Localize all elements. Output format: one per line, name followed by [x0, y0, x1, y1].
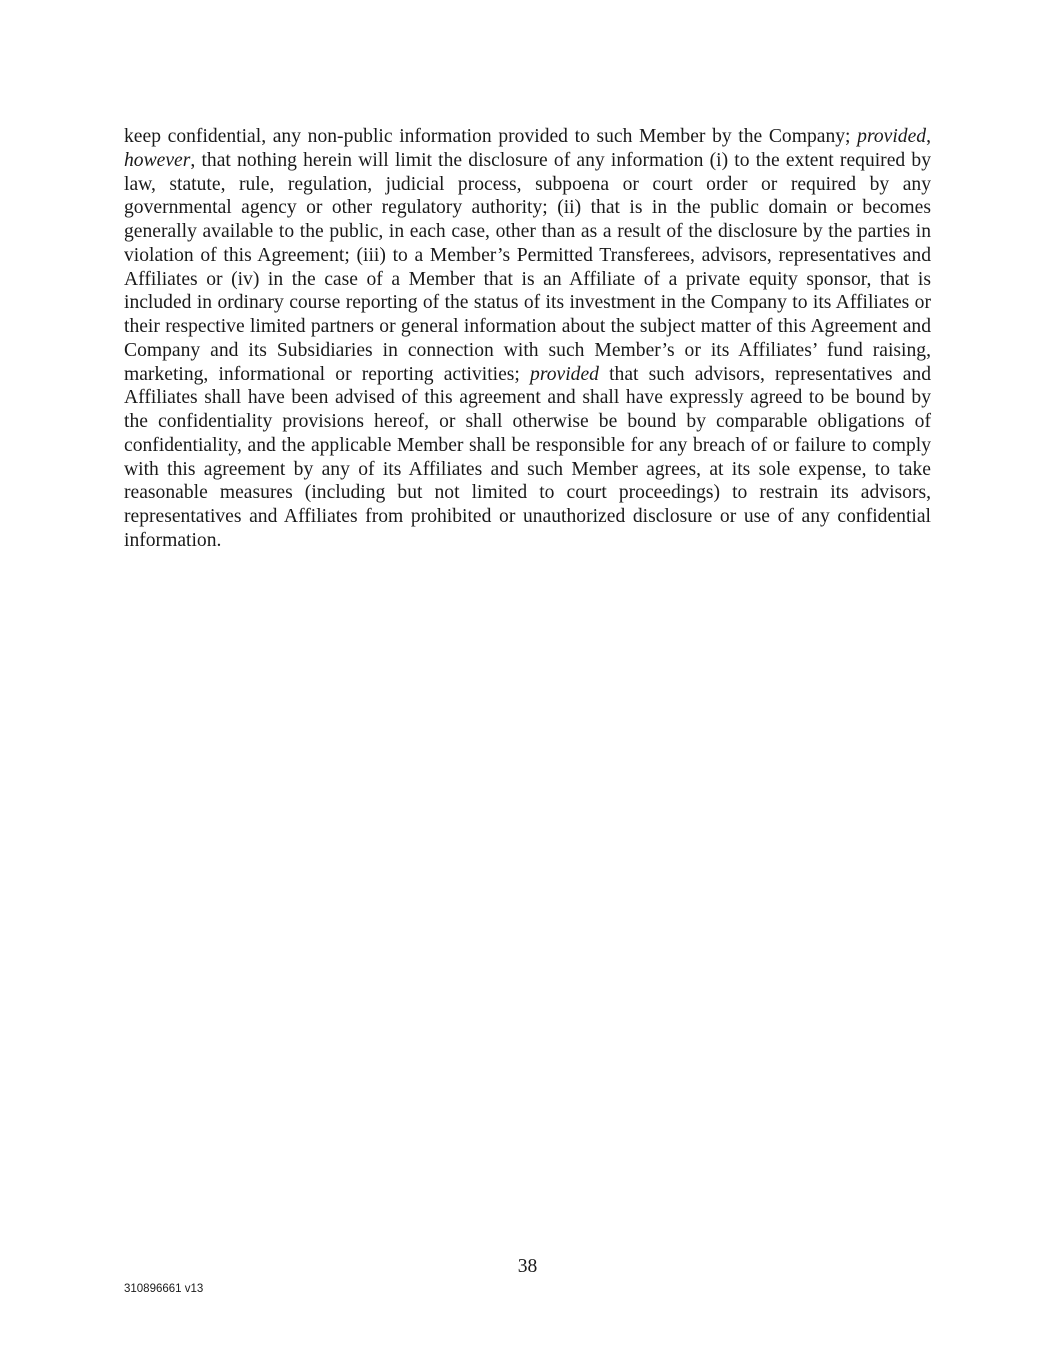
paragraph-text-1: keep confidential, any non-public information provided to such Member by the Company; — [124, 126, 858, 147]
body-paragraph — [124, 125, 931, 553]
document-id: 310896661 v13 — [124, 1283, 204, 1295]
paragraph-text-3: , that nothing herein will limit the disclosure of any information (i) to the extent required by law, statute, rule, regulation, judicial process, subpoena or court order or required by any governmental agency or other regulatory authority; (ii) that is in the public domain or becomes generally available to the public, in each case, other than as a result of the disclosure by the parties in violation of this Agreement; (iii) to a Member’s Permitted Transferees, advisors, representatives and Affiliates or (iv) in the case of a Member that is an Affiliate of a private equity sponsor, that is included in ordinary course reporting of the status of its investment in the Company to its Affiliates or their respective limited partners or general information about the subject matter of this Agreement and Company and its Subsidiaries in connection with such Member’s or its Affiliates’ fund raising, marketing, informational or reporting activities; — [124, 149, 931, 385]
page-number: 38 — [517, 1256, 538, 1277]
paragraph-text-4: that such advisors, representatives and Affiliates shall have been advised of this agreement and shall have expressly agreed to be bound by the confidentiality provisions hereof, or shall otherwise be bound by comparable obligations of confidentiality, and the applicable Member shall be responsible for any breach of or failure to comply with this agreement by any of its Affiliates and such Member agrees, at its sole expense, to take reasonable measures (including but not limited to court proceedings) to restrain its advisors, representatives and Affiliates from prohibited or unauthorized disclosure or use of any confidential information. — [124, 363, 931, 551]
paragraph-text-2: , — [926, 126, 931, 147]
paragraph-italic-provided-1: provided — [857, 126, 927, 147]
paragraph-italic-however: however — [124, 149, 191, 171]
paragraph-italic-provided-2: provided — [530, 363, 599, 385]
